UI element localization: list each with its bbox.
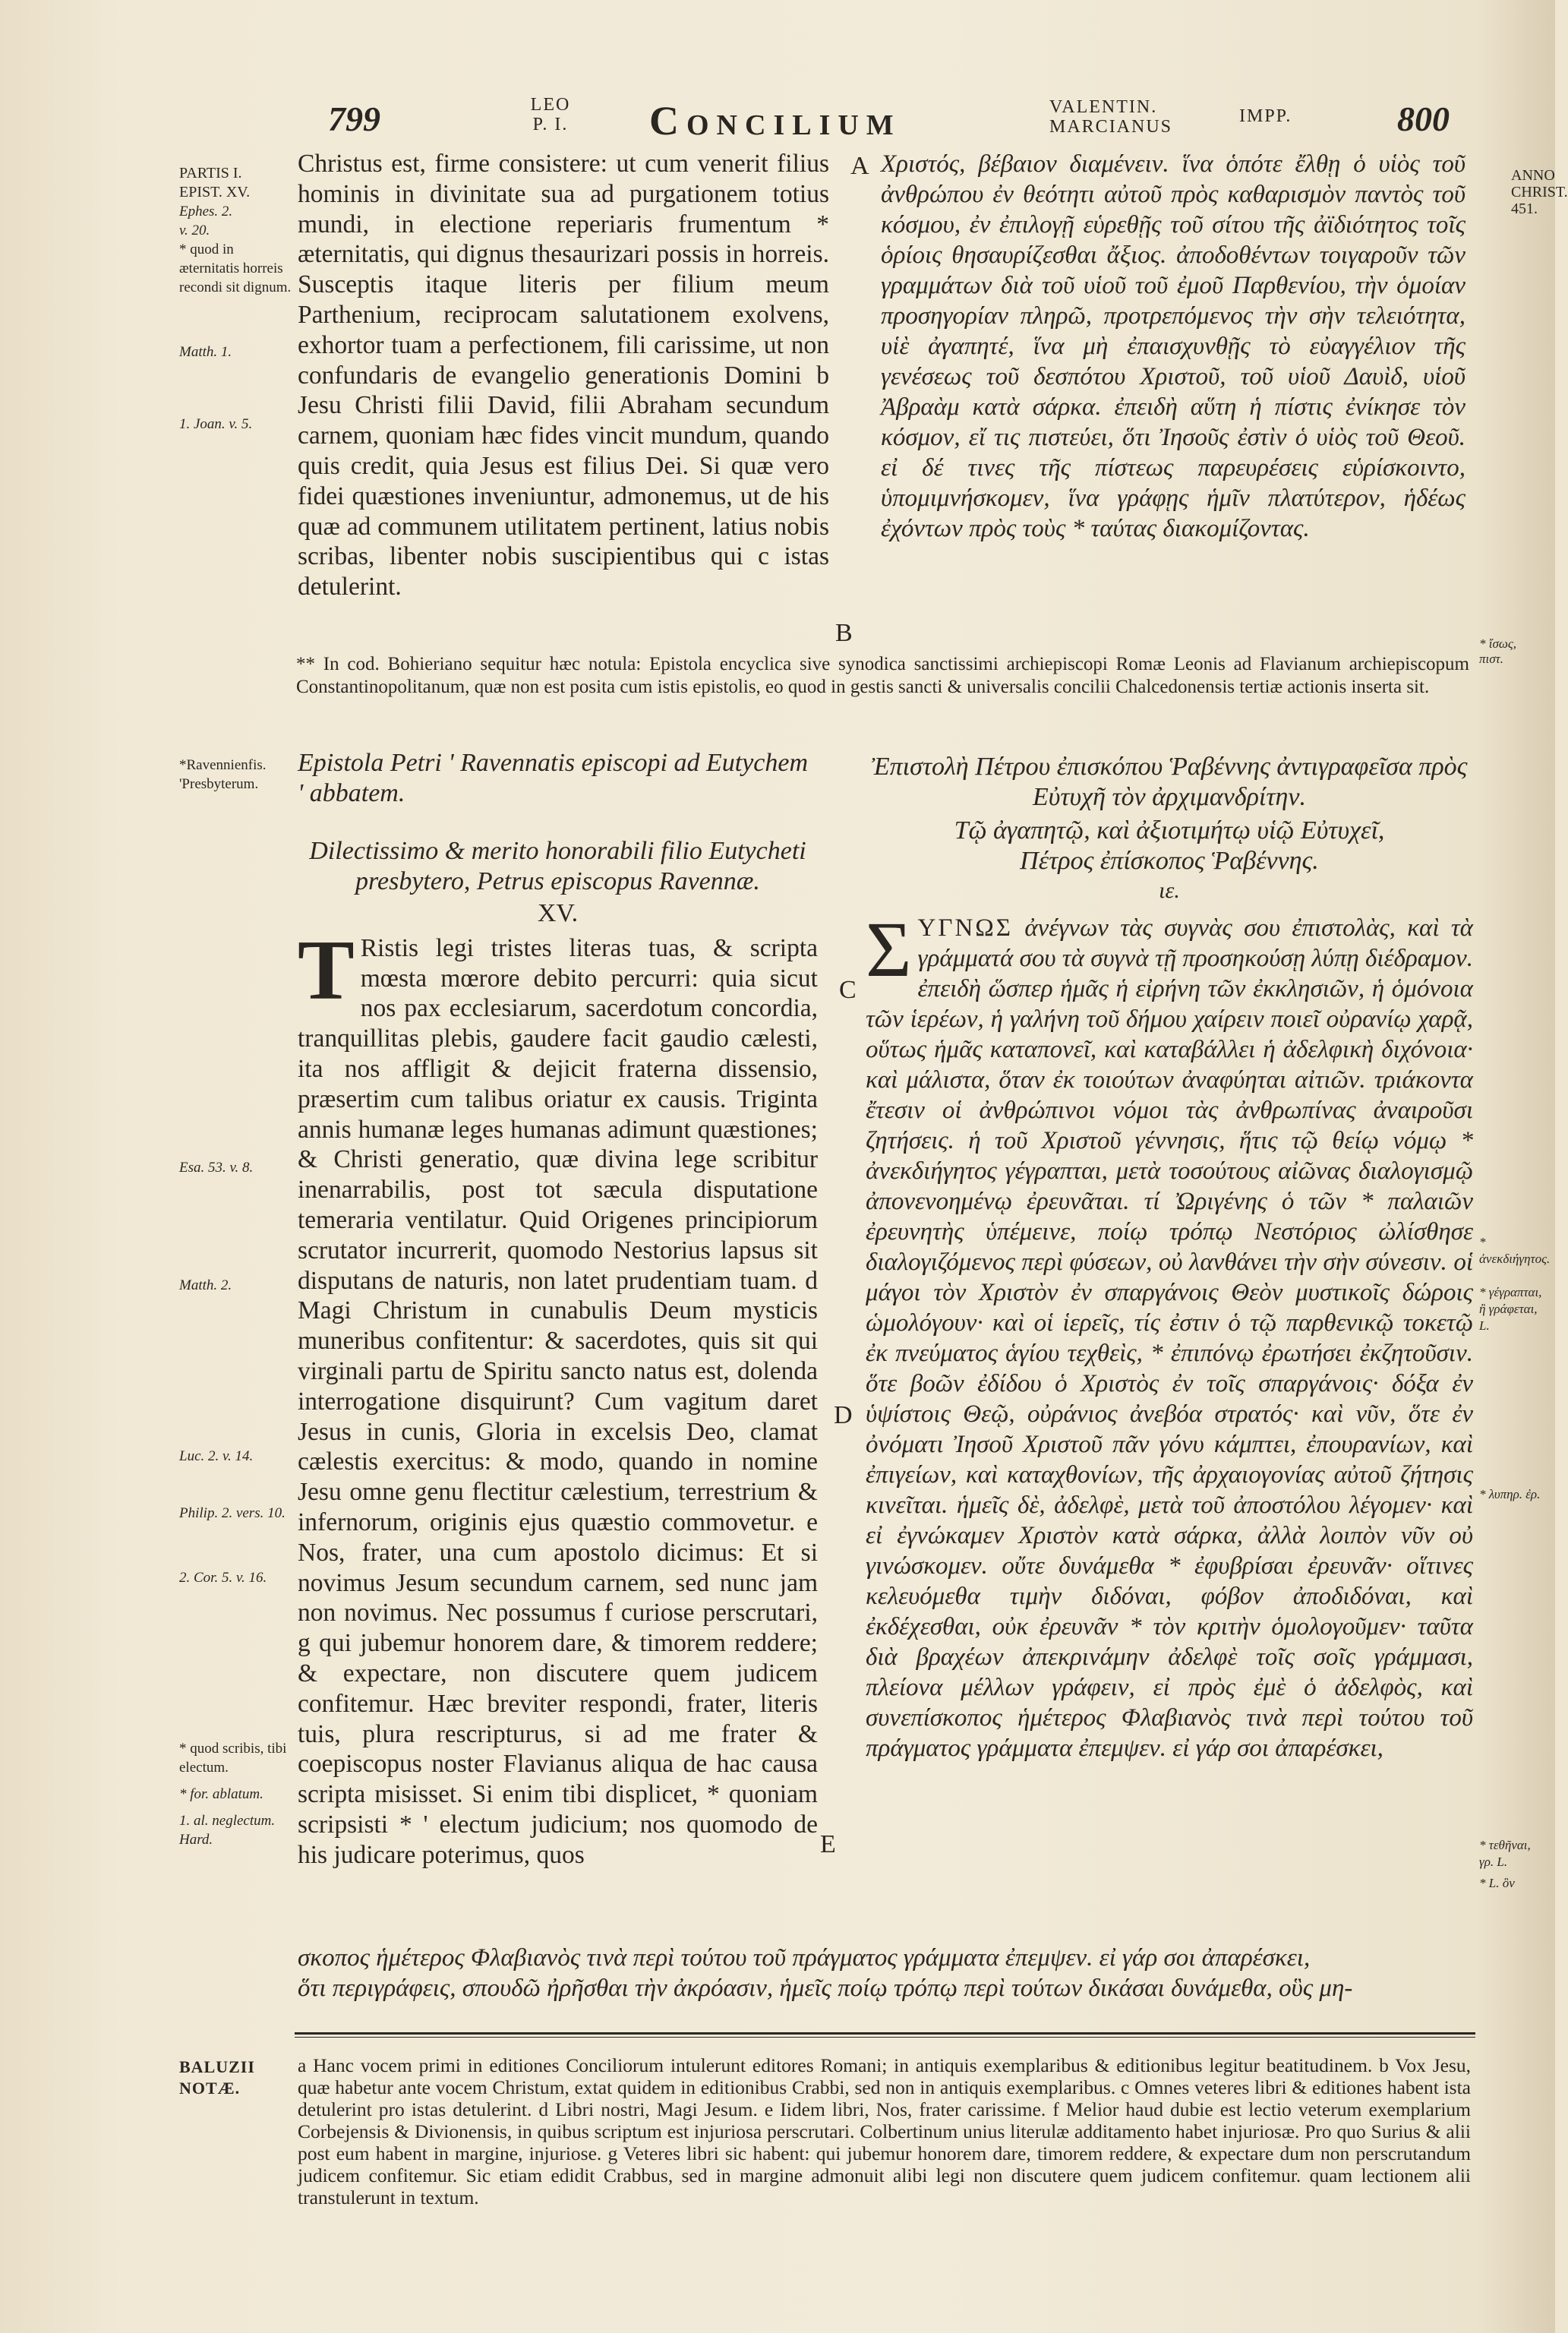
notes-label-baluzii: BALUZII — [179, 2057, 255, 2076]
latin-epistle-body — [298, 923, 818, 1871]
anno-christi — [1511, 167, 1568, 217]
greek-top-margin-note: * ἴσως, πιστ. — [1479, 636, 1517, 666]
header-emperors — [1049, 97, 1232, 137]
latin-epistle — [298, 748, 818, 1871]
letter-c: C — [839, 976, 857, 1004]
greek-margin-note-1: * ἀνεκδιήγητος. — [1479, 1235, 1551, 1266]
margin-luc: Luc. 2. v. 14. — [179, 1448, 254, 1464]
margin-presbyterum: 'Presbyterum. — [179, 776, 259, 792]
year-label: 451. — [1511, 200, 1538, 217]
margin-cor: 2. Cor. 5. v. 16. — [179, 1570, 267, 1586]
margin-quod-in: * quod in æternitatis horreis recondi sit dignum. — [179, 242, 292, 295]
margin-matth-1: Matth. 1. — [179, 344, 232, 360]
greek-top-text — [881, 149, 1465, 544]
left-margin-top — [179, 164, 293, 441]
notes-label — [179, 2057, 293, 2099]
margin-philip: Philip. 2. vers. 10. — [179, 1505, 286, 1521]
latin-dropcap: T — [298, 923, 355, 1018]
greek-body-text: ἀνέγνων τὰς συγνὰς σου ἐπιστολὰς, καὶ τὰ γράμματά σου τὰ συγνὰ τῇ προσηκούσῃ λύπῃ διέδραμον. ἐπειδὴ ὥσπερ ἡμᾶς ἡ εἰρήνη τῶν ἐκκλησιῶν, ἡ ὁμόνοια τῶν ἱερέων, ἡ γαλήνη τοῦ δήμου χαίρειν ποιεῖ οὐρανίῳ χαρᾷ, οὕτως ἡμᾶς καταπονεῖ, καὶ καταβάλλει ἡ ἀδελφικὴ διχόνοια· καὶ μάλιστα, ὅταν ἐκ τοιούτων ἀναφύηται αἰτιῶν. τριάκοντα ἔτεσιν οἱ ἀνθρώπινοι νόμοι τὰς ἀνθρωπίνας ἀναιροῦσι ζητήσεις. ἡ τοῦ Χριστοῦ γέννησις, ἥτις τῷ θείῳ νόμῳ * ἀνεκδιήγητος γέγραπται, μετὰ τοσούτους αἰῶνας διαλογισμῷ ἀπονενοημένῳ ἐρευνᾶται. τί Ὠριγένης ὁ τῶν * παλαιῶν ἐρευνητὴς ὑπέμεινε, ποίῳ τρόπῳ Νεστόριος ὠλίσθησε διαλογιζόμενος περὶ φύσεων, οὐ λανθάνει τὴν σὴν σύνεσιν. οἱ μάγοι τὸν Χριστὸν ἐν σπαργάνοις Θεὸν μυστικοῖς δώροις ὡμολόγουν· καὶ οἱ ἱερεῖς, τίς ἐστιν ὁ τῷ παρθενικῷ τοκετῷ ἐκ πνεύματος ἁγίου τεχθεὶς, * ἐπιπόνῳ ἐρωτήσει ἐκζητοῦσιν. ὅτε βοῶν ἐδίδου ὁ Χριστὸς ἐν τοῖς σπαργάνοις· δόξα ἐν ὑψίστοις Θεῷ, οὐράνιος ἀνεβόα στρατός· καὶ νῦν, ὅτε ἐν ὀνόματι Ἰησοῦ Χριστοῦ πᾶν γόνυ κάμπτει, ἐπουρανίων, καὶ ἐπιγείων, καὶ καταχθονίων, τῆς ἀρχαιογονίας αὐτοῦ ζήτησις κινεῖται. ἡμεῖς δὲ, ἀδελφὲ, μετὰ τοῦ ἀποστόλου λέγομεν· καὶ εἰ ἐγνώκαμεν Χριστὸν κατὰ σάρκα, ἀλλὰ λοιπὸν νῦν οὐ γινώσκομεν. οὔτε δυνάμεθα * ἐφυβρίσαι ἐρευνᾶν· οἵτινες κελευόμεθα τιμὴν διδόναι, φόβον ἀποδιδόναι, καὶ ἐκδέχεσθαι, οὐκ ἐρευνᾶν * τὸν κριτὴν ὁμολογοῦμεν· ταῦτα διὰ βραχέων ἀπεκρινάμην ἀδελφὲ τοῖς σοῖς γράμμασι, πλείονα μέλλων γράφειν, εἰ πρὸς ἐμὲ ὁ ἀδελφὸς, καὶ συνεπίσκοπος ἡμέτερος Φλαβιανὸς τινὰ περὶ τούτου τοῦ πράγματος γράμματα ἐπεμψεν. εἰ γάρ σοι ἀπαρέσκει, — [866, 914, 1473, 1762]
margin-quod-scribis: * quod scribis, tibi electum. — [179, 1741, 287, 1776]
greek-margin-note-3: * λυπηρ. ἐρ. — [1479, 1487, 1541, 1501]
greek-epistle-body — [866, 906, 1473, 1763]
christi-label: CHRIST. — [1511, 184, 1568, 200]
letter-a: A — [850, 152, 869, 180]
notes-label-notae: NOTÆ. — [179, 2079, 241, 2098]
margin-neglectum: 1. al. neglectum. Hard. — [179, 1813, 276, 1848]
greek-margin-notes — [1479, 1234, 1551, 1892]
margin-esa: Esa. 53. v. 8. — [179, 1160, 254, 1176]
header-marcianus: MARCIANUS — [1049, 117, 1173, 137]
greek-epistle-salutation-1: Τῷ ἀγαπητῷ, καὶ ἀξιοτιμήτῳ υἱῷ Εὐτυχεῖ, — [954, 816, 1385, 844]
header-leo-line1: LEO — [530, 95, 571, 115]
greek-epistle-number: ιε. — [1159, 878, 1180, 903]
margin-ravenniensis: *Ravennienfis. — [179, 757, 267, 773]
latin-top-text — [298, 149, 829, 602]
baluzii-notes: a Hanc vocem primi in editiones Conciliorum intulerunt editores Romani; in antiquis exemplaribus & editionibus legitur beatitudinem. b Vox Jesu, quæ habetur ante vocem Christum, extat quidem in editionibus Crabbi, sed non in antiquis exemplaribus. c Omnes veteres libri & editiones habent ista detulerint pro istas detulerint. d Libri nostri, Magi Jesum. e Iidem libri, Nos, frater carissime. f Melior haud dubie est lectio veterum exemplarium Corbejensis & Divionensis, in quibus scriptum est injuriosa perscrutari. Colbertinum unius literulæ additamento habet injuriosæ. Pro quo Surius & alii post eum habent in margine, injuriose. g Veteres libri sic habent: qui jubemur honorem dare, timorem reddere, & expectare dum non perscrutandum judicem confitemur. Sic etiam edidit Crabbus, sed in margine admonuit alibi legi non discutere quem judicem confitemur. quam lectionem alii transtulerunt in textum. — [298, 2054, 1471, 2208]
margin-ephes-v: v. 20. — [179, 223, 210, 238]
header-leo — [516, 95, 585, 134]
letter-d: D — [834, 1401, 853, 1429]
latin-epistle-number: XV. — [537, 899, 579, 927]
greek-lead-caps: ΥΓΝΩΣ — [917, 914, 1014, 942]
greek-epistle-title: Ἐπιστολὴ Πέτρου ἐπισκόπου Ῥαβέννης ἀντιγραφεῖσα πρὸς Εὐτυχῆ τὸν ἀρχιμανδρίτην. — [871, 753, 1468, 811]
greek-bottom-line-2: ὅτι περιγράφεις, σπουδῶ ἠρῆσθαι τὴν ἀκρόασιν, ἡμεῖς ποίῳ τρόπῳ περὶ τούτων δικάσαι δυνάμεθα, οὓς μη- — [298, 1975, 1353, 2002]
greek-margin-note-2: * γέγραπται, ἢ γράφεται, L. — [1479, 1285, 1542, 1333]
notes-rule-thin — [295, 2037, 1475, 2038]
margin-partis: PARTIS I. — [179, 165, 242, 182]
left-margin-bottom — [179, 756, 293, 1857]
margin-ephes: Ephes. 2. — [179, 204, 233, 219]
greek-margin-note-5: * L. ὃν — [1479, 1876, 1515, 1890]
anno-label: ANNO — [1511, 167, 1555, 184]
latin-epistle-title: Epistola Petri ' Ravennatis episcopi ad Eutychem ' abbatem. — [298, 749, 809, 807]
latin-epistle-salutation: Dilectissimo & merito honorabili filio Eutycheti presbytero, Petrus episcopus Ravennæ. — [309, 837, 806, 895]
notes-rule — [295, 2032, 1475, 2035]
letter-e: E — [820, 1830, 836, 1858]
margin-ablatum: * for. ablatum. — [179, 1786, 263, 1802]
margin-matth-2: Matth. 2. — [179, 1277, 232, 1293]
margin-joan: 1. Joan. v. 5. — [179, 416, 253, 432]
header-title: Concilium — [649, 98, 901, 144]
page-number-left: 799 — [328, 99, 380, 138]
header-impp: IMPP. — [1239, 106, 1292, 126]
greek-top-paragraph: Χριστός, βέβαιον διαμένειν. ἵνα ὁπότε ἔλθῃ ὁ υἱὸς τοῦ ἀνθρώπου ἐν θεότητι αὐτοῦ πρὸς καθαρισμὸν παντὸς τοῦ κόσμου, ἐν ἐπιλογῇ εὑρεθῇς τοῦ σίτου τῆς ἀϊδιότητος τοῖς ὁρίοις θησαυρίζεσθαι ἄξιος. ἀποδοθέντων τοιγαροῦν τῶν γραμμάτων διὰ τοῦ υἱοῦ τοῦ ἐμοῦ Παρθενίου, τὴν ὁμοίαν προσηγορίαν πληρῶ, προτρεπόμενος τὴν σὴν τελειότητα, υἱὲ ἀγαπητέ, ἵνα μὴ ἐπαισχυνθῇς τὸ εὐαγγέλιον τῆς γενέσεως τοῦ δεσπότου Χριστοῦ, τοῦ υἱοῦ Δαυὶδ, υἱοῦ Ἀβραὰμ κατὰ σάρκα. ἐπειδὴ αὕτη ἡ πίστις ἐνίκησε τὸν κόσμον, εἴ τις πιστεύει, ὅτι Ἰησοῦς ἐστὶν ὁ υἱὸς τοῦ Θεοῦ. εἰ δέ τινες τῆς πίστεως παρευρέσεις εὑρίσκοιντο, ὑπομιμνήσκομεν, ἵνα γράφῃς ἡμῖν πλατύτερον, ἡδέως ἐχόντων πρὸς τοὺς * ταύτας διακομίζοντας. — [881, 150, 1465, 542]
header-leo-line2: P. I. — [532, 115, 569, 134]
header-valentin: VALENTIN. — [1049, 97, 1158, 117]
latin-body-text: Ristis legi tristes literas tuas, & scripta mœsta mœrore debito percurri: quia sicut nos pax ecclesiarum, sacerdotum concordia, tranquillitas plebis, gaudere facit gaudio cælesti, ita nos affligit & dejicit fraterna dissensio, præsertim cum talibus oriatur ex causis. Triginta annis humanæ leges humanas adimunt quæstiones; & Christi generatio, quæ divina lege scribitur inenarrabilis, post tot sæcula disputatione temeraria ventilatur. Quid Origenes principiorum scrutator incurrerit, quomodo Nestorius lapsus sit disputans de naturis, non latet prudentiam tuam. d Magi Christum in cunabulis Deum mysticis muneribus confitentur: & sacerdotes, quis sit qui virginali partu de Spiritu sancto natus est, dolenda interrogatione disquirunt? Cum vagitum daret Jesus in cunis, Gloria in excelsis Deo, clamat cælestis exercitus: & modo, quando in nomine Jesu omne genu flectitur cælestium, terrestrium & infernorum, originis ejus quæstio commovetur. e Nos, frater, una cum apostolo dicimus: Et si novimus Jesum secundum carnem, sed nunc jam non novimus. Nec possumus f curiose perscrutari, g qui jubemur honorem dare, & timorem reddere; & expectare, non discutere quem judicem confitemur. Hæc breviter respondi, frater, literis tuis, plura rescripturus, si ad me frater & coepiscopus noster Flavianus aliqua de hac causa scripta misisset. Si enim tibi displicet, * quoniam scripsisti * ' electum judicium; nos quomodo de his judicare poterimus, quos — [298, 933, 818, 1869]
codex-note: ** In cod. Bohieriano sequitur hæc notula: Epistola encyclica sive synodica sanctissimi archiepiscopi Romæ Leonis ad Flavianum archiepiscopum Constantinopolitanum, quæ non est posita cum istis epistolis, eo quod in gestis sancti & universalis concilii Chalcedonensis tertiæ actionis inserta sit. — [296, 654, 1469, 697]
greek-bottom-line-1: σκοπος ἡμέτερος Φλαβιανὸς τινὰ περὶ τούτου τοῦ πράγματος γράμματα ἐπεμψεν. εἰ γάρ σοι ἀπαρέσκει, — [298, 1944, 1311, 1972]
margin-epist: EPIST. XV. — [179, 184, 251, 200]
greek-epistle — [866, 752, 1473, 1763]
greek-dropcap: Σ — [866, 906, 912, 993]
greek-margin-note-4: * τεθῆναι, γρ. L. — [1479, 1838, 1531, 1869]
letter-b: B — [835, 619, 853, 647]
greek-epistle-salutation-2: Πέτρος ἐπίσκοπος Ῥαβέννης. — [1020, 847, 1319, 875]
page-number-right: 800 — [1397, 99, 1450, 138]
latin-top-paragraph: Christus est, firme consistere: ut cum venerit filius hominis in divinitate sua ad purgationem totius mundi, in electione reperiaris frumentum * æternitatis, qui dignus thesaurizari possis in horreis. Susceptis itaque literis per filium meum Parthenium, reciprocam salutationem exolvens, exhortor tuam a perfectionem, fili carissime, ut non confundaris de evangelio generationis Domini b Jesu Christi filii David, filii Abraham secundum carnem, quoniam hæc fides vincit mundum, quando quis credit, quia Jesus est filius Dei. Si quæ vero fidei quæstiones inveniuntur, admonemus, ut de his quæ ad communem utilitatem pertinent, latius nobis scribas, libenter nobis suscipientibus qui c istas detulerint. — [298, 150, 829, 601]
